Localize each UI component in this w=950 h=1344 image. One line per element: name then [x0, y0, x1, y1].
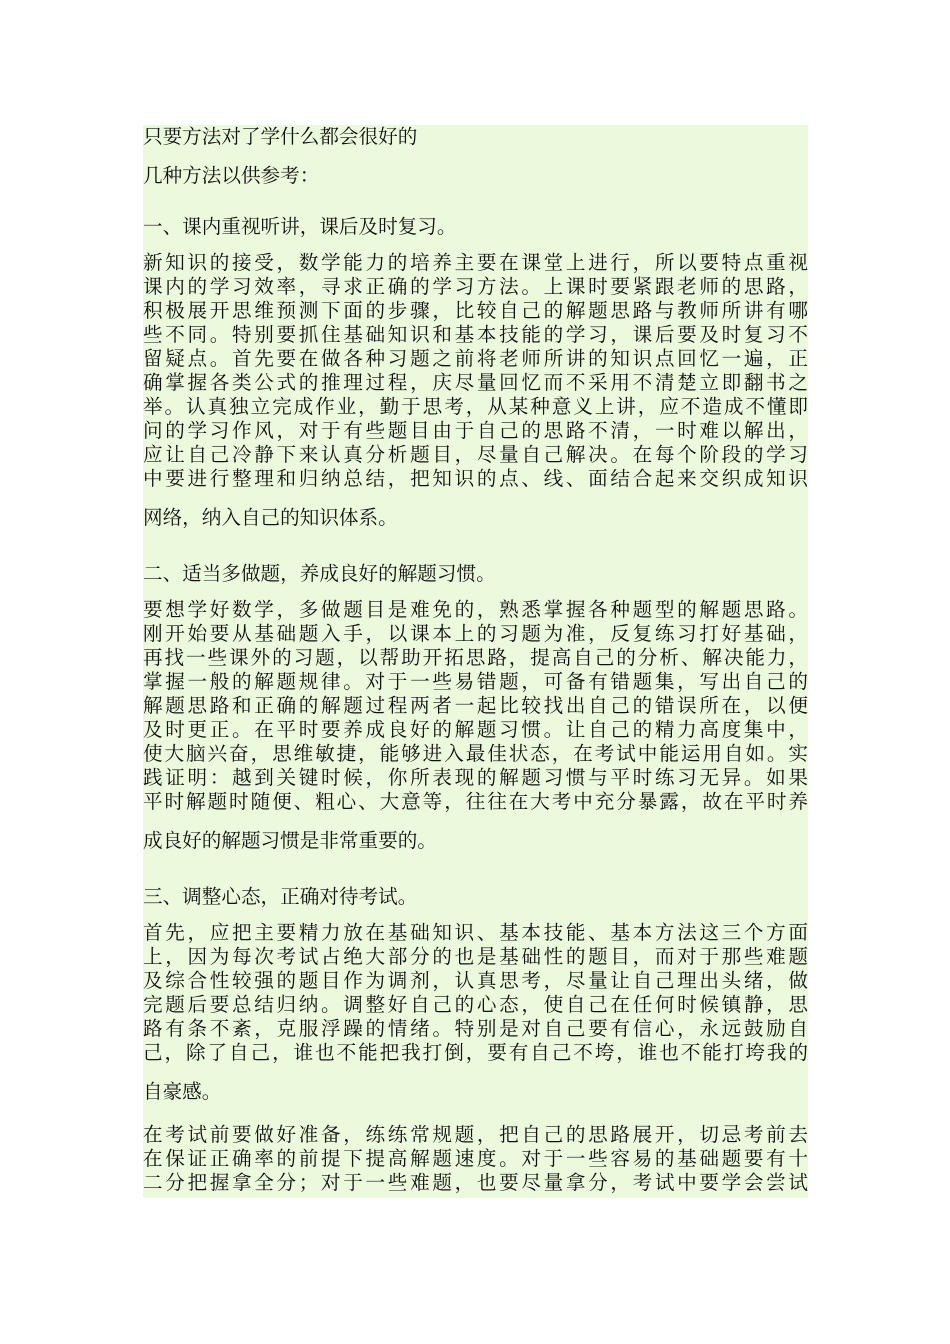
text-line: 上，因为每次考试占绝大部分的也是基础性的题目，而对于那些难题 — [143, 945, 808, 968]
text-line: 几种方法以供参考： — [143, 164, 320, 187]
text-line: 应让自己冷静下来认真分析题目，尽量自己解决。在每个阶段的学习 — [143, 443, 808, 466]
text-line: 二、适当多做题，养成良好的解题习惯。 — [143, 562, 496, 585]
text-line: 及综合性较强的题目作为调剂，认真思考，尽量让自己理出头绪，做 — [143, 969, 808, 992]
text-line: 二分把握拿全分；对于一些难题，也要尽量拿分，考试中要学会尝试 — [143, 1171, 808, 1194]
text-line: 再找一些课外的习题，以帮助开拓思路，提高自己的分析、解决能力， — [143, 646, 808, 669]
text-line: 举。认真独立完成作业，勤于思考，从某种意义上讲，应不造成不懂即 — [143, 395, 808, 418]
text-line: 问的学习作风，对于有些题目由于自己的思路不清，一时难以解出， — [143, 419, 808, 442]
text-line: 些不同。特别要抓住基础知识和基本技能的学习，课后要及时复习不 — [143, 323, 808, 346]
section-heading-3 — [143, 885, 808, 909]
text-line: 刚开始要从基础题入手，以课本上的习题为准，反复练习打好基础， — [143, 622, 808, 645]
text-line: 留疑点。首先要在做各种习题之前将老师所讲的知识点回忆一遍，正 — [143, 347, 808, 370]
text-line: 要想学好数学，多做题目是难免的，熟悉掌握各种题型的解题思路。 — [143, 598, 808, 621]
text-line: 解题思路和正确的解题过程两者一起比较找出自己的错误所在，以便 — [143, 694, 808, 717]
text-line: 一、课内重视听讲，课后及时复习。 — [143, 215, 457, 238]
text-line: 确掌握各类公式的推理过程，庆尽量回忆而不采用不清楚立即翻书之 — [143, 371, 808, 394]
section-2-paragraph-1 — [143, 598, 808, 853]
text-line: 完题后要总结归纳。调整好自己的心态，使自己在任何时候镇静，思 — [143, 993, 808, 1016]
document-title — [143, 125, 808, 149]
section-heading-2 — [143, 562, 808, 586]
section-3-paragraph-2 — [143, 1123, 808, 1195]
text-line: 中要进行整理和归纳总结，把知识的点、线、面结合起来交织成知识 — [143, 467, 808, 490]
text-line: 课内的学习效率，寻求正确的学习方法。上课时要紧跟老师的思路， — [143, 275, 808, 298]
intro-line — [143, 164, 808, 188]
section-1-paragraph-1 — [143, 251, 808, 530]
text-line: 掌握一般的解题规律。对于一些易错题，可备有错题集，写出自己的 — [143, 670, 808, 693]
text-line: 三、调整心态，正确对待考试。 — [143, 885, 418, 908]
text-line: 新知识的接受，数学能力的培养主要在课堂上进行，所以要特点重视 — [143, 251, 808, 274]
text-line: 成良好的解题习惯是非常重要的。 — [143, 829, 437, 852]
text-line: 践证明：越到关键时候，你所表现的解题习惯与平时练习无异。如果 — [143, 766, 808, 789]
text-line: 网络，纳入自己的知识体系。 — [143, 506, 398, 529]
text-line: 及时更正。在平时要养成良好的解题习惯。让自己的精力高度集中， — [143, 718, 808, 741]
text-line: 自豪感。 — [143, 1080, 222, 1103]
text-line: 路有条不紊，克服浮躁的情绪。特别是对自己要有信心，永远鼓励自 — [143, 1017, 808, 1040]
text-line: 首先，应把主要精力放在基础知识、基本技能、基本方法这三个方面 — [143, 921, 808, 944]
text-line: 在保证正确率的前提下提高解题速度。对于一些容易的基础题要有十 — [143, 1147, 808, 1170]
text-line: 己，除了自己，谁也不能把我打倒，要有自己不垮，谁也不能打垮我的 — [143, 1041, 808, 1064]
text-line: 在考试前要做好准备，练练常规题，把自己的思路展开，切忌考前去 — [143, 1123, 808, 1146]
document-page — [143, 125, 808, 1198]
text-line: 平时解题时随便、粗心、大意等，往往在大考中充分暴露，故在平时养 — [143, 790, 808, 813]
text-line: 只要方法对了学什么都会很好的 — [143, 125, 418, 148]
text-line: 积极展开思维预测下面的步骤，比较自己的解题思路与教师所讲有哪 — [143, 299, 808, 322]
section-3-paragraph-1 — [143, 921, 808, 1104]
text-line: 使大脑兴奋，思维敏捷，能够进入最佳状态，在考试中能运用自如。实 — [143, 742, 808, 765]
section-heading-1 — [143, 215, 808, 239]
